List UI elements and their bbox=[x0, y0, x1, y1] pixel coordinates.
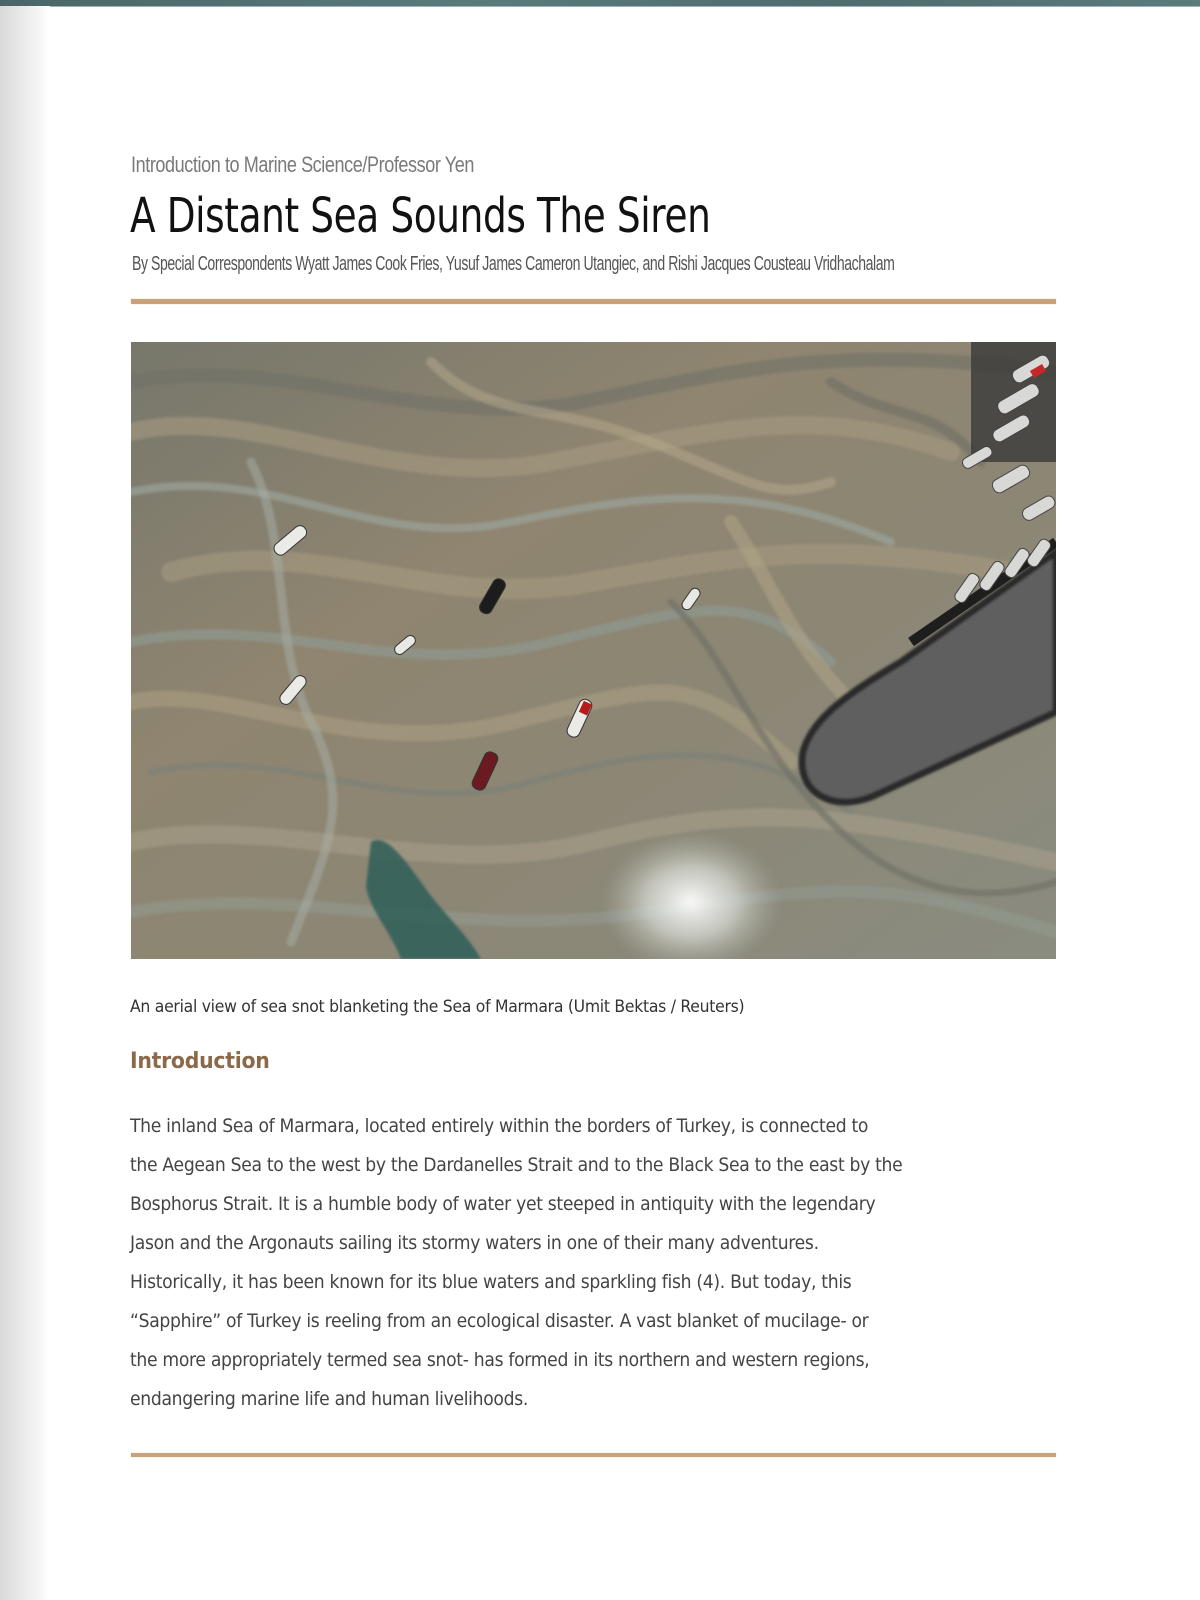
paragraph-line: Historically, it has been known for its blue waters and sparkling fish (4). But today, this bbox=[130, 1271, 852, 1293]
course-label: Introduction to Marine Science/Professor Yen bbox=[131, 152, 474, 177]
paragraph-line: Jason and the Argonauts sailing its stormy waters in one of their many adventures. bbox=[130, 1232, 819, 1254]
paragraph-line: the more appropriately termed sea snot- has formed in its northern and western regions, bbox=[130, 1349, 870, 1371]
section-heading-introduction: Introduction bbox=[130, 1049, 270, 1074]
aerial-photo bbox=[131, 342, 1056, 959]
article-title: A Distant Sea Sounds The Siren bbox=[130, 188, 711, 244]
paragraph-line: the Aegean Sea to the west by the Dardanelles Strait and to the Black Sea to the east by the bbox=[130, 1154, 903, 1176]
aerial-photo-illustration bbox=[131, 342, 1056, 959]
divider-rule-bottom bbox=[131, 1453, 1056, 1457]
article-byline: By Special Correspondents Wyatt James Cook Fries, Yusuf James Cameron Utangiec, and Rishi Jacques Cousteau Vridhachalam bbox=[132, 253, 895, 275]
introduction-paragraph bbox=[130, 1110, 1130, 1422]
paragraph-line: The inland Sea of Marmara, located entirely within the borders of Turkey, is connected to bbox=[130, 1115, 869, 1137]
paragraph-line: “Sapphire” of Turkey is reeling from an ecological disaster. A vast blanket of mucilage- or bbox=[130, 1310, 869, 1332]
divider-rule-top bbox=[131, 299, 1056, 304]
paragraph-line: Bosphorus Strait. It is a humble body of water yet steeped in antiquity with the legendary bbox=[130, 1193, 876, 1215]
photo-caption: An aerial view of sea snot blanketing the Sea of Marmara (Umit Bektas / Reuters) bbox=[130, 997, 745, 1017]
paragraph-line: endangering marine life and human livelihoods. bbox=[130, 1388, 529, 1410]
